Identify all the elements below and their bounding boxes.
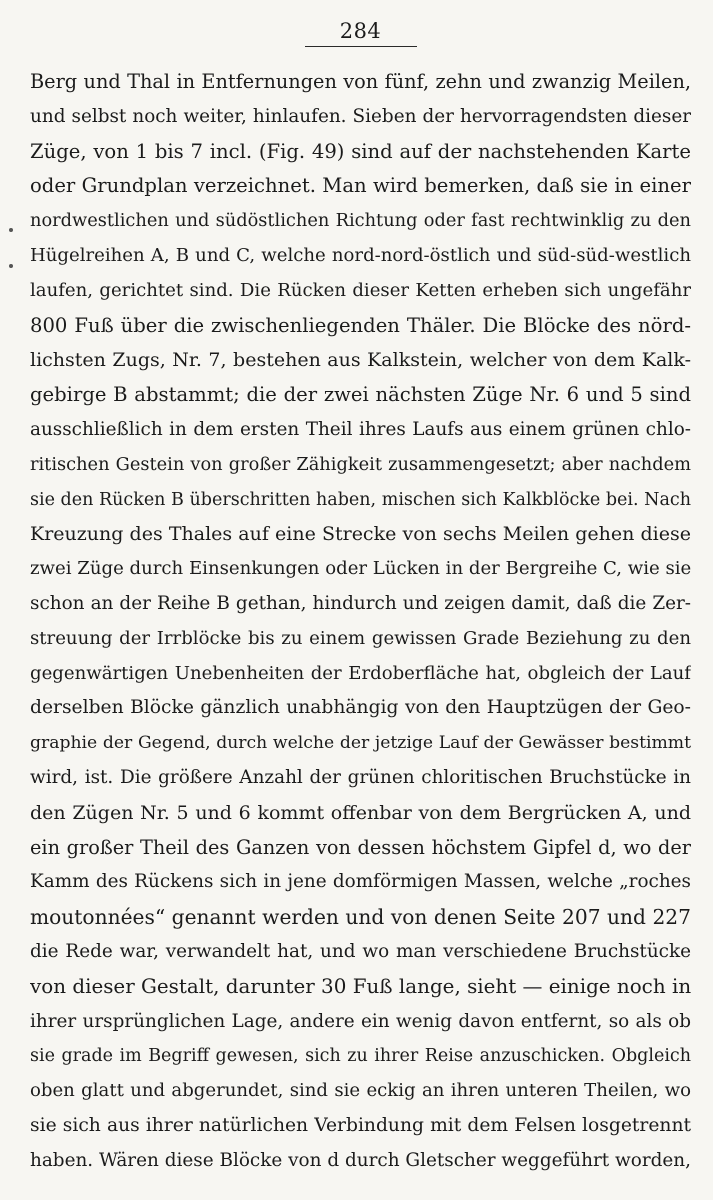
text-line: Berg und Thal in Entfernungen von fünf, zehn und zwanzig Meilen, bbox=[30, 70, 691, 93]
margin-mark bbox=[9, 264, 13, 268]
text-line: ritischen Gestein von großer Zähigkeit zusammengesetzt; aber nachdem bbox=[30, 453, 691, 475]
text-line: ausschließlich in dem ersten Theil ihres Laufs aus einem grünen chlo- bbox=[30, 418, 691, 440]
text-line: gegenwärtigen Unebenheiten der Erdoberfläche hat, obgleich der Lauf bbox=[30, 662, 691, 684]
text-line: sie grade im Begriff gewesen, sich zu ihrer Reise anzuschicken. Obgleich bbox=[30, 1046, 691, 1067]
header-rule bbox=[305, 46, 417, 47]
body-text bbox=[30, 65, 691, 1179]
text-line: von dieser Gestalt, darunter 30 Fuß lange, sieht — einige noch in bbox=[30, 974, 691, 998]
text-line: haben. Wären diese Blöcke von d durch Gletscher weggeführt worden, bbox=[30, 1149, 691, 1171]
text-line: Züge, von 1 bis 7 incl. (Fig. 49) sind auf der nachstehenden Karte bbox=[30, 139, 691, 163]
text-line: sie sich aus ihrer natürlichen Verbindung mit dem Felsen losgetrennt bbox=[30, 1114, 691, 1136]
text-line: streuung der Irrblöcke bis zu einem gewissen Grade Beziehung zu den bbox=[30, 627, 691, 649]
text-line: zwei Züge durch Einsenkungen oder Lücken in der Bergreihe C, wie sie bbox=[30, 558, 691, 580]
text-line: gebirge B abstammt; die der zwei nächsten Züge Nr. 6 und 5 sind bbox=[30, 383, 691, 407]
text-line: und selbst noch weiter, hinlaufen. Sieben der hervorragendsten dieser bbox=[30, 105, 691, 127]
text-line: schon an der Reihe B gethan, hindurch und zeigen damit, daß die Zer- bbox=[30, 592, 691, 614]
text-line: oder Grundplan verzeichnet. Man wird bemerken, daß sie in einer bbox=[30, 174, 691, 198]
text-line: die Rede war, verwandelt hat, und wo man verschiedene Bruchstücke bbox=[30, 940, 691, 962]
text-line: oben glatt und abgerundet, sind sie eckig an ihren unteren Theilen, wo bbox=[30, 1080, 691, 1102]
text-line: Hügelreihen A, B und C, welche nord-nord-östlich und süd-süd-westlich bbox=[30, 244, 691, 266]
text-line: wird, ist. Die größere Anzahl der grünen chloritischen Bruchstücke in bbox=[30, 766, 691, 788]
text-line: lichsten Zugs, Nr. 7, bestehen aus Kalkstein, welcher von dem Kalk- bbox=[30, 349, 691, 372]
text-line: ihrer ursprünglichen Lage, andere ein wenig davon entfernt, so als ob bbox=[30, 1010, 691, 1032]
text-line: Kamm des Rückens sich in jene domförmigen Massen, welche „roches bbox=[30, 871, 691, 893]
text-line: ein großer Theil des Ganzen von dessen höchstem Gipfel d, wo der bbox=[30, 835, 691, 859]
text-line: graphie der Gegend, durch welche der jetzige Lauf der Gewässer bestimmt bbox=[30, 733, 691, 754]
text-line: sie den Rücken B überschritten haben, mischen sich Kalkblöcke bei. Nach bbox=[30, 489, 691, 510]
text-line: nordwestlichen und südöstlichen Richtung oder fast rechtwinklig zu den bbox=[30, 210, 691, 232]
text-line: den Zügen Nr. 5 und 6 kommt offenbar von dem Bergrücken A, und bbox=[30, 801, 691, 824]
text-line: moutonnées“ genannt werden und von denen Seite 207 und 227 bbox=[30, 905, 691, 930]
text-line: laufen, gerichtet sind. Die Rücken dieser Ketten erheben sich ungefähr bbox=[30, 279, 691, 301]
page-number: 284 bbox=[339, 19, 382, 43]
text-line: Kreuzung des Thales auf eine Strecke von sechs Meilen gehen diese bbox=[30, 523, 691, 546]
text-line: derselben Blöcke gänzlich unabhängig von den Hauptzügen der Geo- bbox=[30, 697, 691, 719]
text-line: 800 Fuß über die zwischenliegenden Thäler. Die Blöcke des nörd- bbox=[30, 313, 691, 337]
margin-mark bbox=[9, 228, 13, 232]
